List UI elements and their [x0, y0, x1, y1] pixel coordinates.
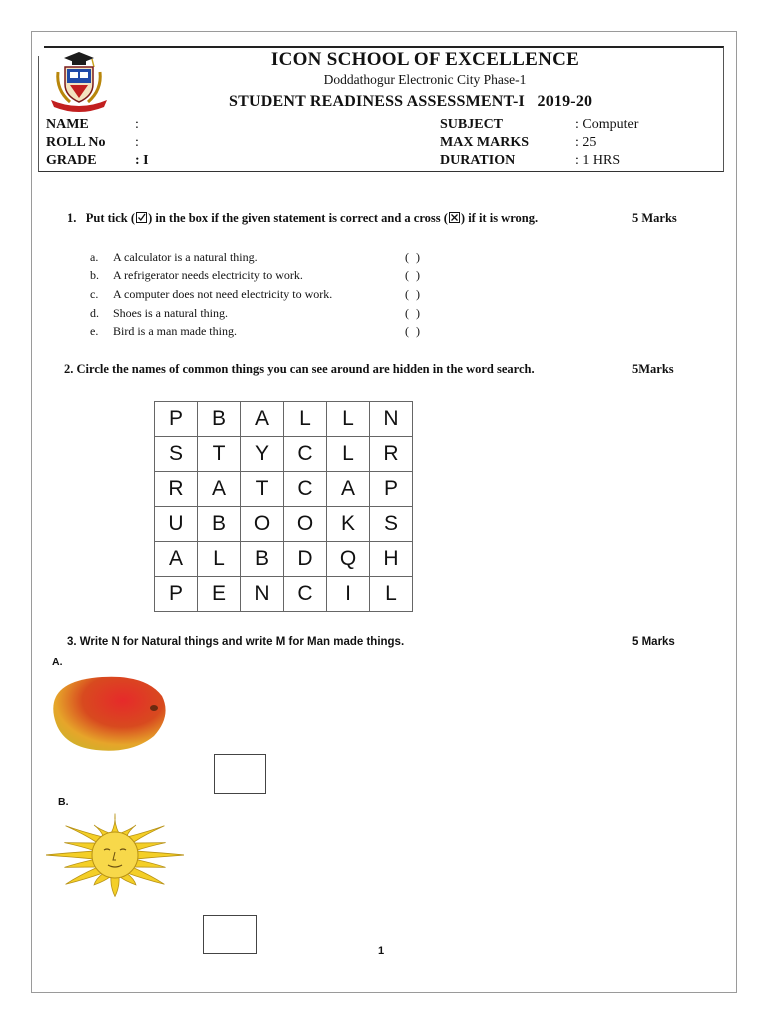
roll-label: ROLL No	[46, 135, 106, 150]
word-search-cell[interactable]: A	[241, 402, 284, 437]
word-search-cell[interactable]: R	[155, 472, 198, 507]
grade-value: : I	[135, 153, 149, 168]
statement-letter: d.	[90, 306, 99, 320]
item-a-label: A.	[52, 656, 63, 668]
word-search-cell[interactable]: B	[198, 507, 241, 542]
word-search-cell[interactable]: L	[327, 402, 370, 437]
subject-value: : Computer	[575, 117, 639, 132]
q2-marks: 5Marks	[632, 362, 674, 376]
word-search-cell[interactable]: Y	[241, 437, 284, 472]
duration-label: DURATION	[440, 153, 516, 168]
word-search-row	[155, 472, 413, 507]
word-search-cell[interactable]: B	[241, 542, 284, 577]
word-search-row	[155, 542, 413, 577]
statement-answer-paren[interactable]: ( )	[405, 268, 422, 282]
duration-value: : 1 HRS	[575, 153, 621, 168]
word-search-cell[interactable]: L	[284, 402, 327, 437]
school-logo-icon	[48, 50, 110, 112]
q1-marks: 5 Marks	[632, 211, 677, 225]
grade-label: GRADE	[46, 153, 97, 168]
statement-letter: b.	[90, 268, 99, 282]
word-search-cell[interactable]: Q	[327, 542, 370, 577]
q1-title-part3: ) if it is wrong.	[460, 211, 539, 225]
q3-marks: 5 Marks	[632, 636, 675, 648]
word-search-cell[interactable]: A	[198, 472, 241, 507]
word-search-cell[interactable]: O	[284, 507, 327, 542]
statement-letter: e.	[90, 324, 99, 338]
word-search-row	[155, 577, 413, 612]
statement-answer-paren[interactable]: ( )	[405, 287, 422, 301]
word-search-cell[interactable]: A	[155, 542, 198, 577]
school-address: Doddathogur Electronic City Phase-1	[323, 72, 527, 87]
word-search-cell[interactable]: D	[284, 542, 327, 577]
word-search-cell[interactable]: O	[241, 507, 284, 542]
statement-text: Bird is a man made thing.	[113, 324, 237, 338]
statement-text: Shoes is a natural thing.	[113, 306, 228, 320]
checkbox-tick-icon	[136, 212, 147, 223]
word-search-cell[interactable]: T	[198, 437, 241, 472]
page-number: 1	[378, 945, 385, 957]
statement-answer-paren[interactable]: ( )	[405, 324, 422, 338]
word-search-cell[interactable]: P	[370, 472, 413, 507]
name-value: :	[135, 117, 139, 132]
word-search-cell[interactable]: N	[241, 577, 284, 612]
q1-title-part2: ) in the box if the given statement is correct and a cross (	[148, 211, 448, 225]
q1-number: 1.	[67, 211, 77, 225]
word-search-cell[interactable]: L	[327, 437, 370, 472]
max-marks-value: : 25	[575, 135, 597, 150]
word-search-cell[interactable]: N	[370, 402, 413, 437]
q3-title: 3. Write N for Natural things and write M for Man made things.	[67, 636, 405, 648]
statement-text: A refrigerator needs electricity to work.	[113, 268, 303, 282]
word-search-cell[interactable]: T	[241, 472, 284, 507]
q2-title: 2. Circle the names of common things you can see around are hidden in the word search.	[64, 362, 535, 376]
word-search-cell[interactable]: C	[284, 472, 327, 507]
word-search-cell[interactable]: S	[155, 437, 198, 472]
name-label: NAME	[46, 117, 89, 132]
answer-box-a[interactable]	[214, 754, 266, 794]
statement-letter: c.	[90, 287, 99, 301]
statement-answer-paren[interactable]: ( )	[405, 250, 422, 264]
sun-icon	[46, 812, 184, 898]
max-marks-label: MAX MARKS	[440, 135, 530, 150]
checkbox-cross-icon	[449, 212, 460, 223]
word-search-row	[155, 402, 413, 437]
word-search-row	[155, 437, 413, 472]
word-search-cell[interactable]: S	[370, 507, 413, 542]
statement-text: A calculator is a natural thing.	[113, 250, 258, 264]
word-search-cell[interactable]: K	[327, 507, 370, 542]
item-b-label: B.	[58, 796, 69, 808]
subject-label: SUBJECT	[440, 117, 504, 132]
word-search-cell[interactable]: A	[327, 472, 370, 507]
word-search-cell[interactable]: P	[155, 402, 198, 437]
answer-box-b[interactable]	[203, 915, 257, 954]
school-name: ICON SCHOOL OF EXCELLENCE	[270, 49, 580, 70]
assessment-title: STUDENT READINESS ASSESSMENT-I 2019-20	[229, 93, 593, 110]
word-search-row	[155, 507, 413, 542]
word-search-cell[interactable]: U	[155, 507, 198, 542]
word-search-cell[interactable]: C	[284, 437, 327, 472]
word-search-cell[interactable]: L	[198, 542, 241, 577]
q1-title	[67, 211, 538, 226]
word-search-cell[interactable]: P	[155, 577, 198, 612]
roll-value: :	[135, 135, 139, 150]
word-search-grid	[154, 401, 413, 612]
word-search-cell[interactable]: I	[327, 577, 370, 612]
word-search-cell[interactable]: R	[370, 437, 413, 472]
word-search-cell[interactable]: B	[198, 402, 241, 437]
word-search-cell[interactable]: H	[370, 542, 413, 577]
statement-answer-paren[interactable]: ( )	[405, 306, 422, 320]
word-search-cell[interactable]: C	[284, 577, 327, 612]
word-search-cell[interactable]: E	[198, 577, 241, 612]
q1-title-part1: Put tick (	[85, 211, 136, 225]
statement-text: A computer does not need electricity to work.	[113, 287, 333, 301]
statement-letter: a.	[90, 250, 99, 264]
word-search-cell[interactable]: L	[370, 577, 413, 612]
mango-icon	[44, 672, 170, 754]
